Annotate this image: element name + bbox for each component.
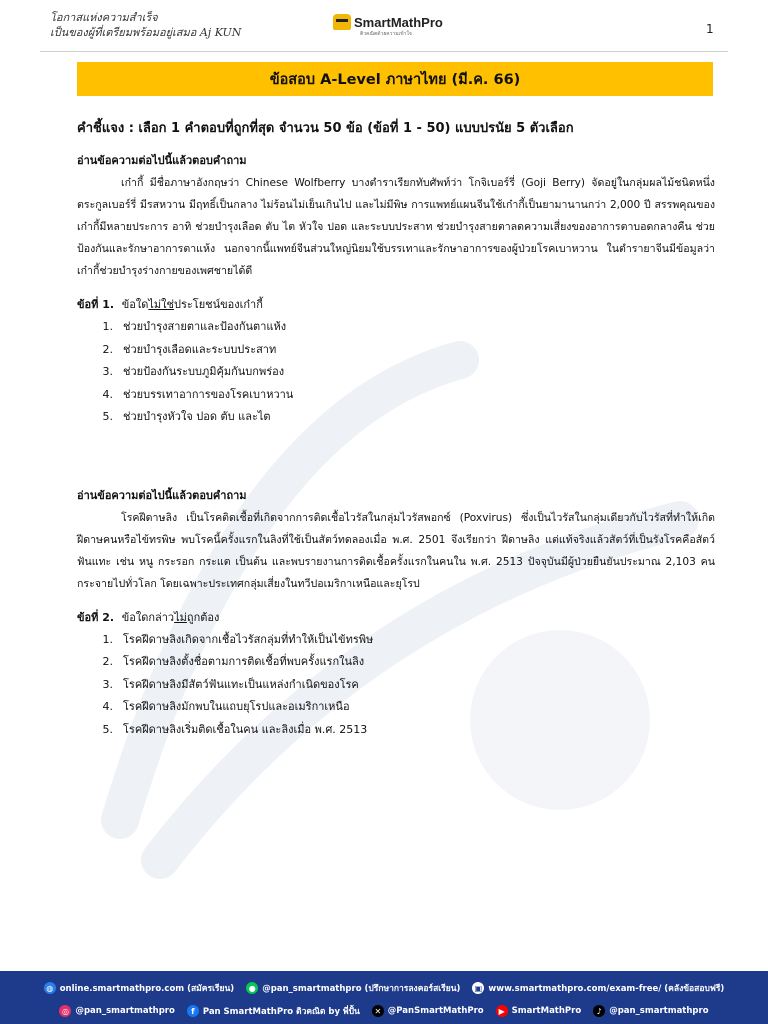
x-icon: ✕ — [372, 1005, 384, 1017]
question-2-label: ข้อที่ 2. — [77, 610, 115, 624]
choice-number: 5. — [102, 722, 113, 736]
question-1 — [77, 294, 715, 316]
footer-link-text: @PanSmartMathPro — [387, 1006, 484, 1016]
choice-number: 3. — [102, 365, 113, 378]
footer-link[interactable] — [593, 1005, 708, 1017]
choice-text: ช่วยบรรเทาอาการของโรคเบาหวาน — [123, 387, 294, 401]
footer-link-text: @pan_smartmathpro — [609, 1006, 709, 1016]
choice-number: 2. — [102, 342, 113, 356]
footer-link-text: @pan_smartmathpro — [75, 1006, 175, 1016]
choice[interactable] — [77, 316, 715, 339]
choice[interactable] — [77, 696, 715, 719]
footer-link[interactable] — [187, 1004, 360, 1018]
footer-link[interactable] — [59, 1005, 174, 1017]
footer-link-text: @pan_smartmathpro (ปรึกษาการลงคอร์สเรียน) — [262, 984, 461, 994]
question-1-choices — [77, 316, 715, 429]
web-icon: ▣ — [472, 982, 484, 994]
choice-number: 2. — [102, 655, 113, 668]
footer-link-text: www.smartmathpro.com/exam-free/ (คลังข้อสอบฟรี) — [488, 984, 725, 994]
footer-row-1 — [0, 981, 768, 995]
instruction: คำชี้แจง : เลือก 1 คำตอบที่ถูกที่สุด จำนวน 50 ข้อ (ข้อที่ 1 - 50) แบบปรนัย 5 ตัวเลือก — [77, 121, 574, 136]
question-2 — [77, 607, 715, 629]
motto-line-2: เป็นของผู้ที่เตรียมพร้อมอยู่เสมอ Aj KUN — [50, 26, 242, 39]
motto — [50, 10, 241, 40]
choice[interactable] — [77, 674, 715, 697]
choice[interactable] — [77, 629, 715, 652]
question-1-suffix: ประโยชน์ของเก๋ากี้ — [173, 298, 263, 311]
header-divider — [40, 51, 728, 52]
page-number: 1 — [706, 22, 714, 36]
footer-link-text: Pan SmartMathPro ติวคณิต by พี่ปั้น — [202, 1007, 360, 1017]
choice-number: 1. — [102, 632, 113, 646]
choice-number: 3. — [102, 677, 113, 691]
graduation-cap-icon — [333, 14, 351, 30]
choice-text: โรคฝีดาษลิงเริ่มติดเชื้อในคน และลิงเมื่อ พ.ศ. 2513 — [123, 722, 368, 736]
motto-line-1: โอกาสแห่งความสำเร็จ — [50, 11, 158, 24]
choice-number: 4. — [102, 700, 113, 713]
smartmathpro-logo — [333, 14, 443, 30]
choice-text: โรคฝีดาษลิงเกิดจากเชื้อไวรัสกลุ่มที่ทำให้เป็นไข้ทรพิษ — [123, 632, 374, 646]
passage-1-text: เก๋ากี้ มีชื่อภาษาอังกฤษว่า Chinese Wolfberry บางตำราเรียกทับศัพท์ว่า โกจิเบอร์รี่ (Goji Berry) จัดอยู่ในกลุ่มผลไม้ชนิดหนึ่งตระกูลเบอร์รี่ มีรสหวาน มีฤทธิ์เป็นกลาง ไม่ร้อนไม่เย็นเกินไป และไม่มีพิษ การแพทย์แผนจีนใช้เก๋ากี้เป็นยามานานกว่า 2,000 ปี สรรพคุณของเก๋ากี้มีหลายประการ อาทิ ช่วยบำรุงเลือด ตับ ไต หัวใจ ปอด และระบบประสาท ช่วยบำรุงสายตาลดความเสี่ยงของอาการตาบอดกลางคืน ช่วยป้องกันและรักษาอาการตาแห้ง นอกจากนี้แพทย์จีนส่วนใหญ่นิยมใช้บรรเทาและรักษาอาการของผู้ป่วยโรคเบาหวาน ในตำรายาจีนมีข้อมูลว่าเก๋ากี้ช่วยบำรุงร่างกายของเพศชายได้ดี — [77, 177, 715, 277]
choice[interactable] — [77, 384, 715, 407]
choice-number: 1. — [102, 320, 113, 333]
facebook-icon: f — [187, 1005, 199, 1017]
footer-link[interactable] — [44, 981, 235, 995]
passage-2-heading: อ่านข้อความต่อไปนี้แล้วตอบคำถาม — [77, 488, 247, 502]
choice-text: ช่วยบำรุงหัวใจ ปอด ตับ และไต — [123, 410, 271, 423]
globe-icon: ◍ — [44, 982, 56, 994]
tiktok-icon: ♪ — [593, 1005, 605, 1017]
choice[interactable] — [77, 651, 715, 674]
instagram-icon: ◎ — [59, 1005, 71, 1017]
choice-text: ช่วยบำรุงสายตาและป้องกันตาแห้ง — [123, 320, 287, 333]
logo-subtitle: ติวคณิตด้วยความเข้าใจ — [360, 31, 412, 37]
footer-link[interactable] — [472, 981, 724, 995]
choice[interactable] — [77, 339, 715, 362]
choice-text: ช่วยป้องกันระบบภูมิคุ้มกันบกพร่อง — [123, 365, 285, 378]
exam-title: ข้อสอบ A-Level ภาษาไทย (มี.ค. 66) — [77, 62, 713, 96]
logo-text: SmartMathPro — [354, 14, 443, 30]
footer-link[interactable] — [372, 1005, 484, 1017]
passage-1-heading: อ่านข้อความต่อไปนี้แล้วตอบคำถาม — [77, 154, 247, 167]
choice-text: ช่วยบำรุงเลือดและระบบประสาท — [123, 342, 277, 356]
question-2-choices — [77, 629, 715, 742]
choice-number: 5. — [102, 410, 113, 423]
choice-text: โรคฝีดาษลิงมักพบในแถบยุโรปและอเมริกาเหนือ — [123, 700, 350, 713]
question-2-underlined: ไม่ — [174, 610, 187, 624]
question-2-prefix: ข้อใดกล่าว — [121, 610, 175, 624]
footer-link-text: SmartMathPro — [511, 1006, 582, 1016]
choice-number: 4. — [102, 387, 113, 401]
choice-text: โรคฝีดาษลิงตั้งชื่อตามการติดเชื้อที่พบครั้งแรกในลิง — [123, 655, 365, 668]
youtube-icon: ▶ — [496, 1005, 508, 1017]
passage-2-text: โรคฝีดาษลิง เป็นโรคติดเชื้อที่เกิดจากการติดเชื้อไวรัสในกลุ่มไวรัสพอกซ์ (Poxvirus) ซึ่งเป็นไวรัสในกลุ่มเดียวกับไวรัสที่ทำให้เกิดฝีดาษคนหรือไข้ทรพิษ พบโรคนี้ครั้งแรกในลิงที่ใช้เป็นสัตว์ทดลองเมื่อ พ.ศ. 2501 จึงเรียกว่า ฝีดาษลิง แต่แท้จริงแล้วสัตว์ที่เป็นรังโรคคือสัตว์ฟันแทะ เช่น หนู กระรอก กระแต เป็นต้น และพบรายงานการติดเชื้อครั้งแรกในคนใน พ.ศ. 2513 ปัจจุบันมีผู้ป่วยยืนยันประมาณ 2,103 คน กระจายไปทั่วโลก โดยเฉพาะประเทศกลุ่มเสี่ยงในทวีปอเมริกาเหนือและยุโรป — [77, 511, 715, 590]
question-1-prefix: ข้อใด — [121, 298, 149, 311]
section-spacer — [77, 429, 715, 485]
question-1-underlined: ไม่ใช่ — [148, 298, 174, 311]
choice[interactable] — [77, 361, 715, 384]
footer-link[interactable] — [496, 1005, 582, 1017]
choice-text: โรคฝีดาษลิงมีสัตว์ฟันแทะเป็นแหล่งกำเนิดของโรค — [123, 677, 359, 691]
line-icon: ● — [246, 982, 258, 994]
choice[interactable] — [77, 719, 715, 742]
exam-content — [77, 118, 715, 741]
page-header — [0, 0, 768, 58]
footer-link-text: online.smartmathpro.com (สมัครเรียน) — [59, 984, 235, 994]
choice[interactable] — [77, 406, 715, 429]
question-1-label: ข้อที่ 1. — [77, 298, 115, 311]
question-2-suffix: ถูกต้อง — [186, 610, 220, 624]
footer-link[interactable] — [246, 981, 460, 995]
footer-row-2 — [0, 1004, 768, 1018]
page-footer — [0, 971, 768, 1024]
